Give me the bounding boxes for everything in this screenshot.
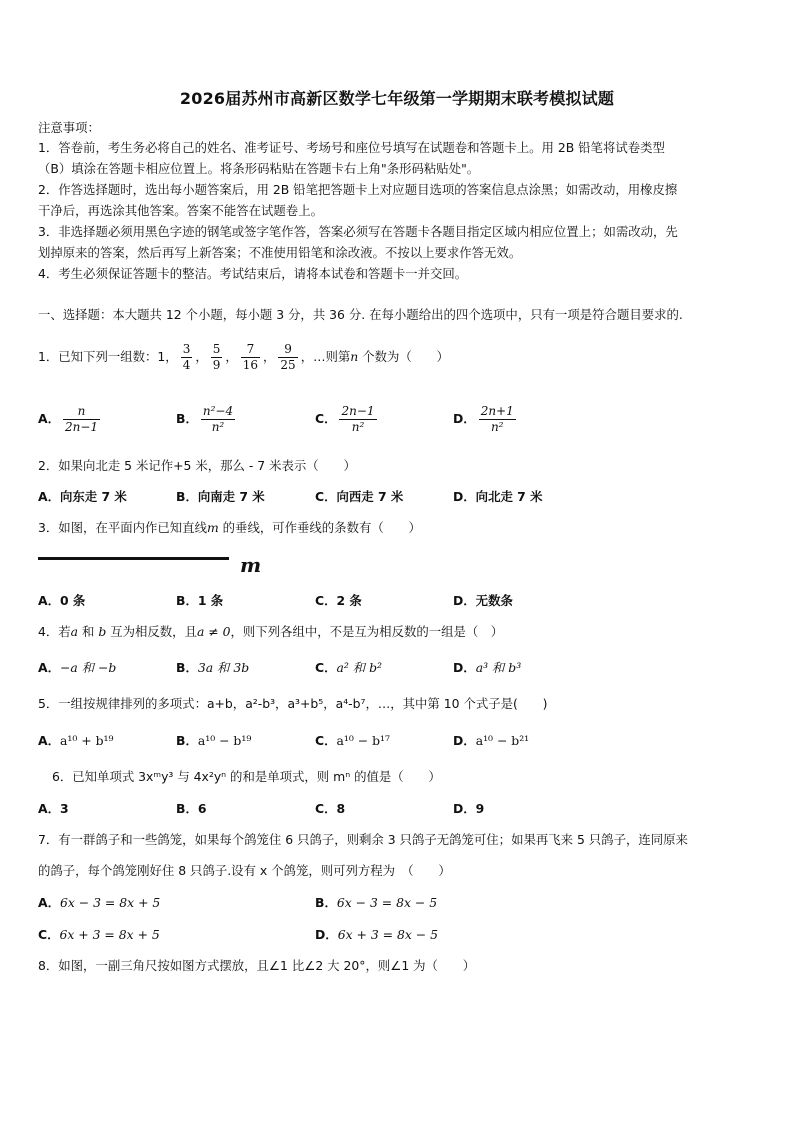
q7-option-c[interactable]: C．6x + 3 = 8x + 5 (38, 927, 160, 942)
q6-option-d[interactable]: D．9 (453, 801, 485, 816)
q1-fraction-1: $\frac{3}{4}$ (182, 342, 191, 372)
q1-option-d[interactable]: D． $\frac{2n+1}{\text{n²}}$ (453, 404, 514, 434)
notice-heading: 注意事项： (38, 120, 100, 135)
q1-fraction-2: $\frac{5}{9}$ (212, 342, 221, 372)
question-7-line-1: 7．有一群鸽子和一些鸽笼，如果每个鸽笼住 6 只鸽子，则剩余 3 只鸽子无鸽笼可住；如果再飞来 5 只鸽子，连同原来 (38, 832, 688, 847)
notice-line-3: 2．作答选择题时，选出每小题答案后，用 2B 铅笔把答题卡上对应题目选项的答案信息点涂黑；如需改动，用橡皮擦 (38, 182, 678, 197)
q7-option-a[interactable]: A．6x − 3 = 8x + 5 (38, 895, 161, 910)
q6-option-c[interactable]: C．8 (315, 801, 346, 816)
q4-option-c[interactable]: C．a² 和 b² (315, 660, 383, 675)
notice-line-5: 3．非选择题必须用黑色字迹的钢笔或签字笔作答，答案必须写在答题卡各题目指定区域内相应位置上；如需改动，先 (38, 224, 678, 239)
q6-option-b[interactable]: B．6 (176, 801, 207, 816)
q5-option-a[interactable]: A．a¹⁰ + b¹⁹ (38, 733, 114, 748)
q4-option-d[interactable]: D．a³ 和 b³ (453, 660, 522, 675)
q3-option-a[interactable]: A．0 条 (38, 593, 86, 608)
q4-option-a[interactable]: A．−a 和 −b (38, 660, 117, 675)
question-6-stem: 6．已知单项式 3xᵐy³ 与 4x²yⁿ 的和是单项式，则 mⁿ 的值是（ ） (52, 769, 441, 784)
q3-option-b[interactable]: B．1 条 (176, 593, 224, 608)
q1-prefix: 1．已知下列一组数：1， (38, 349, 178, 364)
q2-option-a[interactable]: A．向东走 7 米 (38, 489, 127, 504)
q5-option-b[interactable]: B．a¹⁰ − b¹⁹ (176, 733, 252, 748)
q2-option-b[interactable]: B．向南走 7 米 (176, 489, 265, 504)
notice-line-6: 划掉原来的答案，然后再写上新答案；不准使用铅笔和涂改液。不按以上要求作答无效。 (38, 245, 522, 260)
line-m-figure (38, 557, 229, 560)
q3-option-c[interactable]: C．2 条 (315, 593, 362, 608)
q5-option-c[interactable]: C．a¹⁰ − b¹⁷ (315, 733, 390, 748)
exam-title: 2026届苏州市高新区数学七年级第一学期期末联考模拟试题 (179, 89, 615, 108)
notice-line-2: （B）填涂在答题卡相应位置上。将条形码粘贴在答题卡右上角"条形码粘贴处"。 (38, 161, 480, 176)
notice-line-7: 4．考生必须保证答题卡的整洁。考试结束后，请将本试卷和答题卡一并交回。 (38, 266, 468, 281)
question-3-stem: 3．如图，在平面内作已知直线m 的垂线，可作垂线的条数有（ ） (38, 520, 421, 535)
q1-fraction-3: $\frac{7}{16}$ (242, 342, 259, 372)
q2-option-c[interactable]: C．向西走 7 米 (315, 489, 404, 504)
q1-option-a[interactable]: A． $\frac{n}{2n-1}$ (38, 404, 99, 434)
question-8-stem: 8．如图，一副三角尺按如图方式摆放，且∠1 比∠2 大 20°，则∠1 为（ ） (38, 958, 476, 973)
q6-option-a[interactable]: A．3 (38, 801, 69, 816)
question-2-stem: 2．如果向北走 5 米记作+5 米，那么 - 7 米表示（ ） (38, 458, 356, 473)
q4-option-b[interactable]: B．3a 和 3b (176, 660, 250, 675)
q5-option-d[interactable]: D．a¹⁰ − b²¹ (453, 733, 530, 748)
line-m-label: m (240, 553, 262, 577)
q7-option-b[interactable]: B．6x − 3 = 8x − 5 (315, 895, 438, 910)
q1-option-b[interactable]: B． $\frac{\text{n²−4}}{\text{n²}}$ (176, 404, 234, 434)
question-7-line-2: 的鸽子，每个鸽笼刚好住 8 只鸽子.设有 x 个鸽笼，则可列方程为 （ ） (38, 863, 451, 878)
section-heading: 一、选择题：本大题共 12 个小题，每小题 3 分，共 36 分. 在每小题给出的四个选项中，只有一项是符合题目要求的. (38, 307, 683, 322)
q2-option-d[interactable]: D．向北走 7 米 (453, 489, 543, 504)
question-4-stem: 4．若a 和 b 互为相反数，且a ≠ 0，则下列各组中，不是互为相反数的一组是（ ） (38, 624, 504, 639)
q1-fraction-4: $\frac{9}{25}$ (280, 342, 296, 372)
q1-option-c[interactable]: C． $\frac{2n-1}{\text{n²}}$ (315, 404, 375, 434)
notice-line-1: 1．答卷前，考生务必将自己的姓名、准考证号、考场号和座位号填写在试题卷和答题卡上。用 2B 铅笔将试卷类型 (38, 140, 665, 155)
question-1-stem: 1．已知下列一组数：1， $\frac{3}{4}$ ， $\frac{5}{9}$ ， $\frac{7}{16}$ ， $\frac{9}{25}$ ，…则第n 个数为（ ） (38, 342, 449, 372)
notice-line-4: 干净后，再选涂其他答案。答案不能答在试题卷上。 (38, 203, 323, 218)
q7-option-d[interactable]: D．6x + 3 = 8x − 5 (315, 927, 438, 942)
q3-option-d[interactable]: D．无数条 (453, 593, 513, 608)
question-5-stem: 5．一组按规律排列的多项式：a+b，a²-b³，a³+b⁵，a⁴-b⁷，…，其中第 10 个式子是( ) (38, 696, 548, 711)
